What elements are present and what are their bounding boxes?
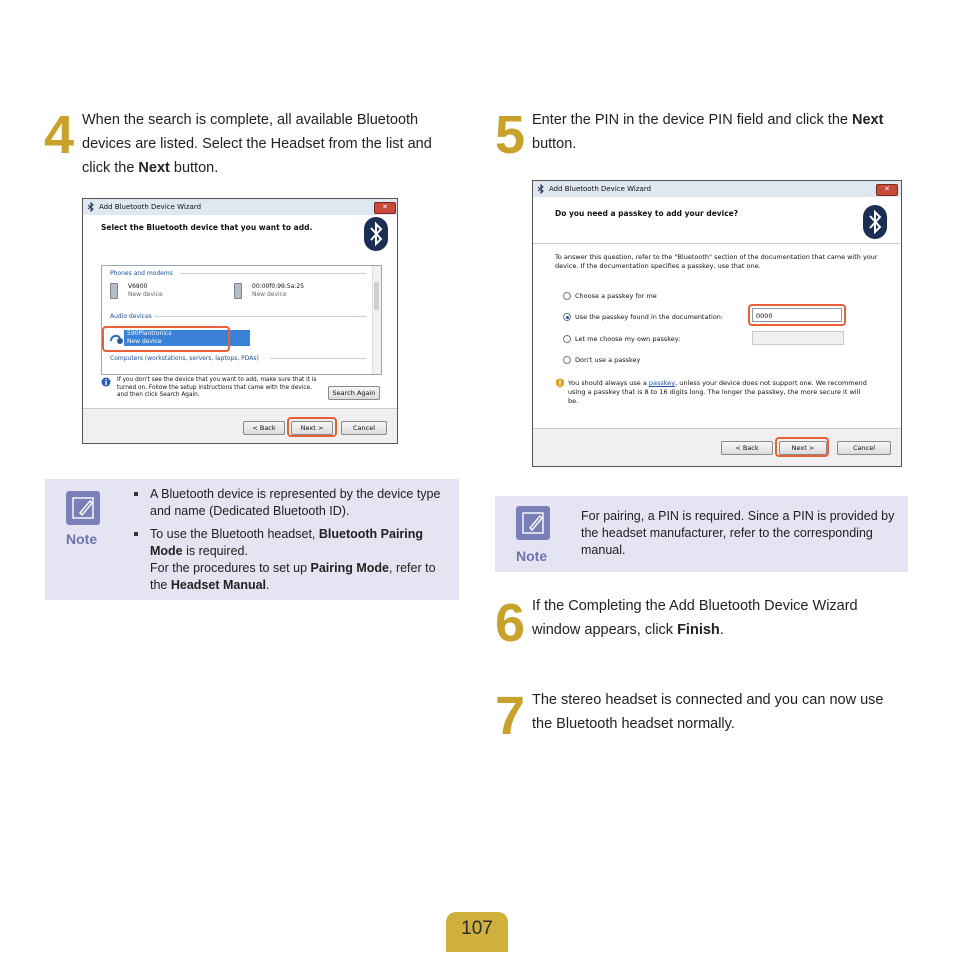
device-wizard-dialog-1	[82, 198, 398, 444]
step-6-text-post: .	[719, 622, 724, 638]
step-5-text-bold: Next	[851, 112, 884, 128]
dialog-2-titlebar	[533, 181, 901, 197]
dialog-2-footer	[533, 428, 901, 466]
note-left-item-2	[131, 526, 451, 594]
phone-icon	[234, 283, 242, 299]
close-icon[interactable]: ✕	[374, 202, 396, 214]
note-left-item-1-text: A Bluetooth device is represented by the device type and name (Dedicated Bluetooth ID).	[150, 487, 441, 518]
step-5-number: 5	[495, 105, 526, 165]
note-left-item-1	[131, 486, 451, 520]
device-mac-sub: New device	[252, 291, 287, 298]
radio-own-passkey[interactable]	[563, 335, 571, 343]
dialog-1-titlebar	[83, 199, 397, 215]
note-box-left	[45, 479, 459, 600]
dialog-1-footer	[83, 408, 397, 443]
radio-no-passkey[interactable]	[563, 356, 571, 364]
device-v6900-sub: New device	[128, 291, 163, 298]
radio-own-passkey-label: Let me choose my own passkey:	[575, 335, 681, 343]
note-left-item-2-bold: Bluetooth Pairing Mode	[150, 527, 424, 558]
group-audio-devices: Audio devices	[110, 313, 152, 320]
group-phones-modems: Phones and modems	[110, 270, 173, 277]
highlight-next-button	[287, 417, 337, 437]
page-number: 107	[461, 918, 493, 939]
cancel-button[interactable]: Cancel	[837, 441, 891, 455]
device-plantronics-sub: New device	[127, 338, 162, 345]
dialog-2-question: Do you need a passkey to add your device?	[555, 209, 739, 218]
device-plantronics-name: 590Plantronics	[127, 330, 172, 337]
dialog-2-warning-pre: You should always use a	[568, 379, 649, 387]
note-left-text	[131, 486, 451, 600]
shield-warning-icon	[555, 378, 565, 388]
dialog-2-body	[533, 243, 901, 430]
group-computers: Computers (workstations, servers, laptops, PDAs)	[110, 355, 259, 362]
next-button[interactable]: Next >	[779, 441, 827, 455]
note-right-label: Note	[516, 548, 548, 564]
bluetooth-logo-icon	[364, 217, 388, 251]
search-again-button[interactable]: Search Again	[328, 386, 380, 400]
cancel-button[interactable]: Cancel	[341, 421, 387, 435]
radio-use-documentation[interactable]	[563, 313, 571, 321]
group-divider	[270, 358, 366, 359]
device-mac-name: 00:00f0:99:5a:25	[252, 283, 305, 290]
note-left-item-2b-post: .	[266, 578, 270, 592]
next-button[interactable]: Next >	[291, 421, 333, 435]
passkey-input[interactable]: 0000	[752, 308, 842, 322]
passkey-link[interactable]: passkey	[648, 379, 676, 387]
step-4-text-post: button.	[169, 160, 219, 176]
step-5-text	[532, 108, 902, 156]
device-v6900[interactable]	[128, 283, 163, 299]
step-7-number: 7	[495, 686, 526, 746]
step-5-text-post: button.	[532, 136, 577, 152]
device-listbox[interactable]	[101, 265, 382, 375]
note-left-item-2b-bold1: Pairing Mode	[310, 561, 389, 575]
note-pencil-icon	[516, 506, 550, 540]
dialog-2-title: Add Bluetooth Device Wizard	[549, 185, 652, 193]
dialog-1-question: Select the Bluetooth device that you want to add.	[101, 223, 313, 232]
note-left-item-2-pre: To use the Bluetooth headset,	[150, 527, 319, 541]
bluetooth-small-icon	[87, 202, 95, 212]
highlight-next-button	[775, 437, 829, 457]
note-left-label: Note	[66, 531, 98, 547]
device-wizard-dialog-2	[532, 180, 902, 467]
radio-no-passkey-label: Don't use a passkey	[575, 356, 641, 364]
back-button[interactable]: < Back	[243, 421, 285, 435]
step-6-text	[532, 594, 902, 642]
info-icon	[101, 377, 111, 387]
radio-choose-for-me-label: Choose a passkey for me	[575, 292, 657, 300]
step-4-text	[82, 108, 462, 180]
note-pencil-icon	[66, 491, 100, 525]
step-5-text-pre: Enter the PIN in the device PIN field and click the	[532, 112, 852, 128]
own-passkey-input[interactable]	[752, 331, 844, 345]
bluetooth-small-icon	[537, 184, 545, 194]
radio-choose-for-me[interactable]	[563, 292, 571, 300]
dialog-2-warning-post: , unless your device does not support one. We recommend using a passkey that is 8 to 16 digits long. The longer the passkey, the more secure it will be.	[568, 379, 867, 405]
listbox-scrollbar[interactable]	[372, 266, 381, 374]
highlight-selected-device	[102, 326, 230, 352]
note-box-right	[495, 496, 908, 572]
dialog-1-info-text: If you don't see the device that you want to add, make sure that it is turned on. Follow the setup instructions that came with the device, and then click Search Again.	[117, 377, 317, 398]
dialog-2-warning	[568, 379, 868, 406]
note-left-item-2b-bold2: Headset Manual	[170, 578, 267, 592]
dialog-1-header	[83, 215, 397, 253]
step-6-text-bold: Finish	[677, 622, 720, 638]
step-6-number: 6	[495, 593, 526, 653]
step-7-text: The stereo headset is connected and you can now use the Bluetooth headset normally.	[532, 692, 884, 732]
note-left-item-2-post: is required.	[182, 544, 248, 558]
note-left-item-2b-mid: , refer to the	[150, 561, 436, 592]
group-divider	[154, 316, 366, 317]
device-v6900-name: V6900	[128, 283, 148, 290]
dialog-2-intro: To answer this question, refer to the "Bluetooth" section of the documentation that came with your device. If the documentation specifies a passkey, use that one.	[555, 253, 878, 270]
dialog-1-title: Add Bluetooth Device Wizard	[99, 203, 202, 211]
step-4-number: 4	[44, 105, 75, 165]
note-left-item-2b-pre: For the procedures to set up	[150, 561, 311, 575]
back-button[interactable]: < Back	[721, 441, 773, 455]
bluetooth-logo-icon	[863, 205, 887, 239]
device-mac[interactable]	[252, 283, 304, 299]
highlight-passkey-input	[748, 304, 846, 326]
step-4-text-bold: Next	[138, 160, 170, 176]
group-divider	[180, 273, 366, 274]
note-right-text: For pairing, a PIN is required. Since a PIN is provided by the headset manufacturer, refer to the corresponding manual.	[581, 509, 895, 557]
close-icon[interactable]: ✕	[876, 184, 898, 196]
phone-icon	[110, 283, 118, 299]
radio-use-documentation-label: Use the passkey found in the documentation:	[575, 313, 724, 321]
step-6-text-pre: If the Completing the Add Bluetooth Device Wizard window appears, click	[532, 598, 858, 638]
dialog-1-body	[83, 253, 397, 409]
step-4-text-pre: When the search is complete, all available Bluetooth devices are listed. Select the Headset from the list and click the	[82, 112, 432, 176]
dialog-2-header	[533, 197, 901, 243]
